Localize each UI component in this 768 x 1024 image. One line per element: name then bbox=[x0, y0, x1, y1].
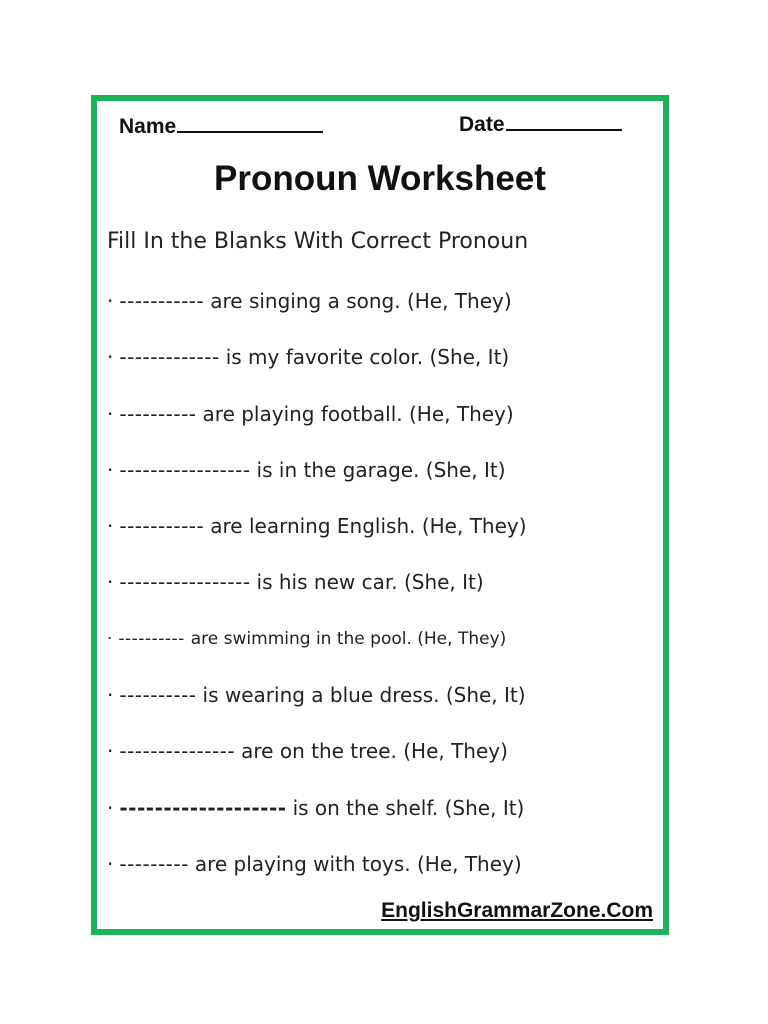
answer-blank: ------------- bbox=[119, 345, 220, 370]
question-text: is his new car. (She, It) bbox=[256, 570, 484, 595]
question-bullet: · bbox=[107, 683, 114, 708]
answer-blank: ----------- bbox=[119, 289, 205, 313]
question-item bbox=[107, 796, 647, 852]
answer-blank: ------------------- bbox=[119, 795, 287, 820]
answer-blank: --------------- bbox=[119, 739, 236, 764]
question-bullet: · bbox=[107, 345, 114, 370]
answer-blank: ---------- bbox=[118, 628, 185, 649]
question-list bbox=[107, 289, 647, 908]
date-field bbox=[459, 111, 622, 137]
question-text: are singing a song. (He, They) bbox=[210, 289, 512, 313]
question-text: are learning English. (He, They) bbox=[210, 514, 527, 539]
question-bullet: · bbox=[107, 401, 114, 426]
name-blank-line bbox=[177, 113, 323, 133]
instructions-text: Fill In the Blanks With Correct Pronoun bbox=[107, 229, 529, 254]
question-text: is wearing a blue dress. (She, It) bbox=[202, 683, 526, 708]
date-label: Date bbox=[459, 113, 505, 136]
question-text: are playing with toys. (He, They) bbox=[194, 851, 522, 876]
answer-blank: ---------- bbox=[119, 683, 197, 708]
question-item bbox=[107, 458, 647, 514]
name-field bbox=[119, 113, 323, 139]
answer-blank: ----------------- bbox=[119, 457, 251, 482]
question-text: is my favorite color. (She, It) bbox=[225, 345, 510, 370]
question-text: are swimming in the pool. (He, They) bbox=[190, 628, 507, 649]
question-text: are playing football. (He, They) bbox=[202, 401, 514, 426]
question-item bbox=[107, 289, 647, 345]
question-bullet: · bbox=[107, 457, 114, 482]
question-bullet: · bbox=[107, 514, 114, 539]
question-bullet: · bbox=[107, 851, 114, 876]
question-bullet: · bbox=[107, 628, 113, 649]
question-text: is in the garage. (She, It) bbox=[256, 457, 506, 482]
site-watermark-link: EnglishGrammarZone.Com bbox=[381, 899, 653, 922]
question-item bbox=[107, 345, 647, 401]
worksheet-title: Pronoun Worksheet bbox=[214, 159, 546, 198]
question-item bbox=[107, 514, 647, 570]
question-item bbox=[107, 402, 647, 458]
question-bullet: · bbox=[107, 739, 114, 764]
answer-blank: ---------- bbox=[119, 401, 197, 426]
question-text: are on the tree. (He, They) bbox=[241, 739, 508, 764]
question-bullet: · bbox=[107, 570, 114, 595]
answer-blank: ----------- bbox=[119, 514, 205, 539]
question-item bbox=[107, 627, 647, 683]
question-item bbox=[107, 739, 647, 795]
date-blank-line bbox=[506, 111, 622, 131]
name-label: Name bbox=[119, 115, 177, 138]
question-item bbox=[107, 683, 647, 739]
answer-blank: ----------------- bbox=[119, 570, 251, 595]
question-text: is on the shelf. (She, It) bbox=[292, 795, 525, 820]
answer-blank: --------- bbox=[119, 851, 189, 876]
question-item bbox=[107, 570, 647, 626]
worksheet-frame bbox=[91, 95, 669, 935]
question-bullet: · bbox=[107, 795, 114, 820]
question-bullet: · bbox=[107, 289, 114, 313]
